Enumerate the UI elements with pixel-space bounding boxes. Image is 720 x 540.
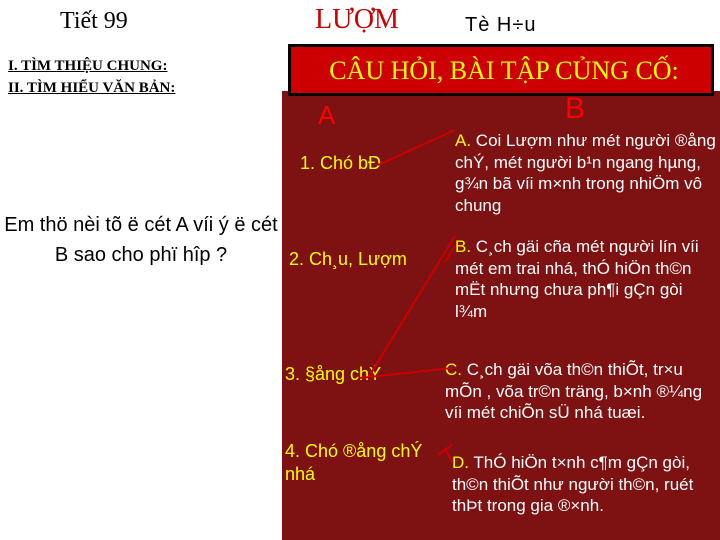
column-b-item-letter: A. bbox=[455, 131, 472, 150]
connector-line bbox=[438, 445, 452, 455]
slide-number: Tiết 99 bbox=[60, 8, 128, 34]
column-b-item-text: C¸ch gäi võa th©n thiÕt, tr×u mÕn , võa tr©n träng, b×nh ®¼ng víi mét chiÕn sÜ nhá tuæi. bbox=[445, 360, 703, 422]
column-a-item: 1. Chó bÐ bbox=[300, 153, 382, 173]
column-a-item: 2. Ch¸u, Lượm bbox=[289, 249, 407, 269]
column-a-item: 4. Chó ®ång chÝ nhá bbox=[285, 441, 423, 484]
column-a-item: 3. §ång chÝ bbox=[285, 364, 382, 384]
slide-tag: Tè H÷u bbox=[465, 14, 537, 36]
outline-reading: II. TÌM HIỂU VĂN BẢN: bbox=[8, 80, 176, 96]
column-b-item-text: ThÓ hiÖn t×nh c¶m gÇn gòi, th©n thiÕt như người th©n, ruét thÞt trong gia ®×nh. bbox=[452, 453, 694, 515]
column-b-item-text: Coi Lượm như mét người ®ång chÝ, mét người b¹n ngang hµng, g¾n bã víi m×nh trong nhiÖm vô chung bbox=[455, 131, 716, 215]
column-b-item-text: C¸ch gäi cña mét người lín víi mét em trai nhá, thÓ hiÖn th©n mËt nhưng chưa ph¶i gÇn gòi l¾m bbox=[455, 237, 699, 321]
task-instruction: Em thö nèi tõ ë cét A víi ý ë cét B sao cho phï hîp ? bbox=[4, 214, 278, 266]
connector-line bbox=[378, 130, 455, 165]
connector-line bbox=[368, 236, 455, 378]
outline-intro: I. TÌM THIỆU CHUNG: bbox=[8, 58, 168, 74]
column-b-item-letter: D. bbox=[452, 453, 469, 472]
lesson-title: LƯỢM bbox=[315, 4, 399, 35]
column-b-item-letter: B. bbox=[455, 237, 472, 256]
column-b-item-letter: C. bbox=[445, 360, 462, 379]
column-a-heading: A bbox=[318, 100, 336, 130]
column-b-heading: B bbox=[565, 92, 586, 125]
question-box-title: CÂU HỎI, BÀI TẬP CỦNG CỐ: bbox=[329, 56, 679, 85]
